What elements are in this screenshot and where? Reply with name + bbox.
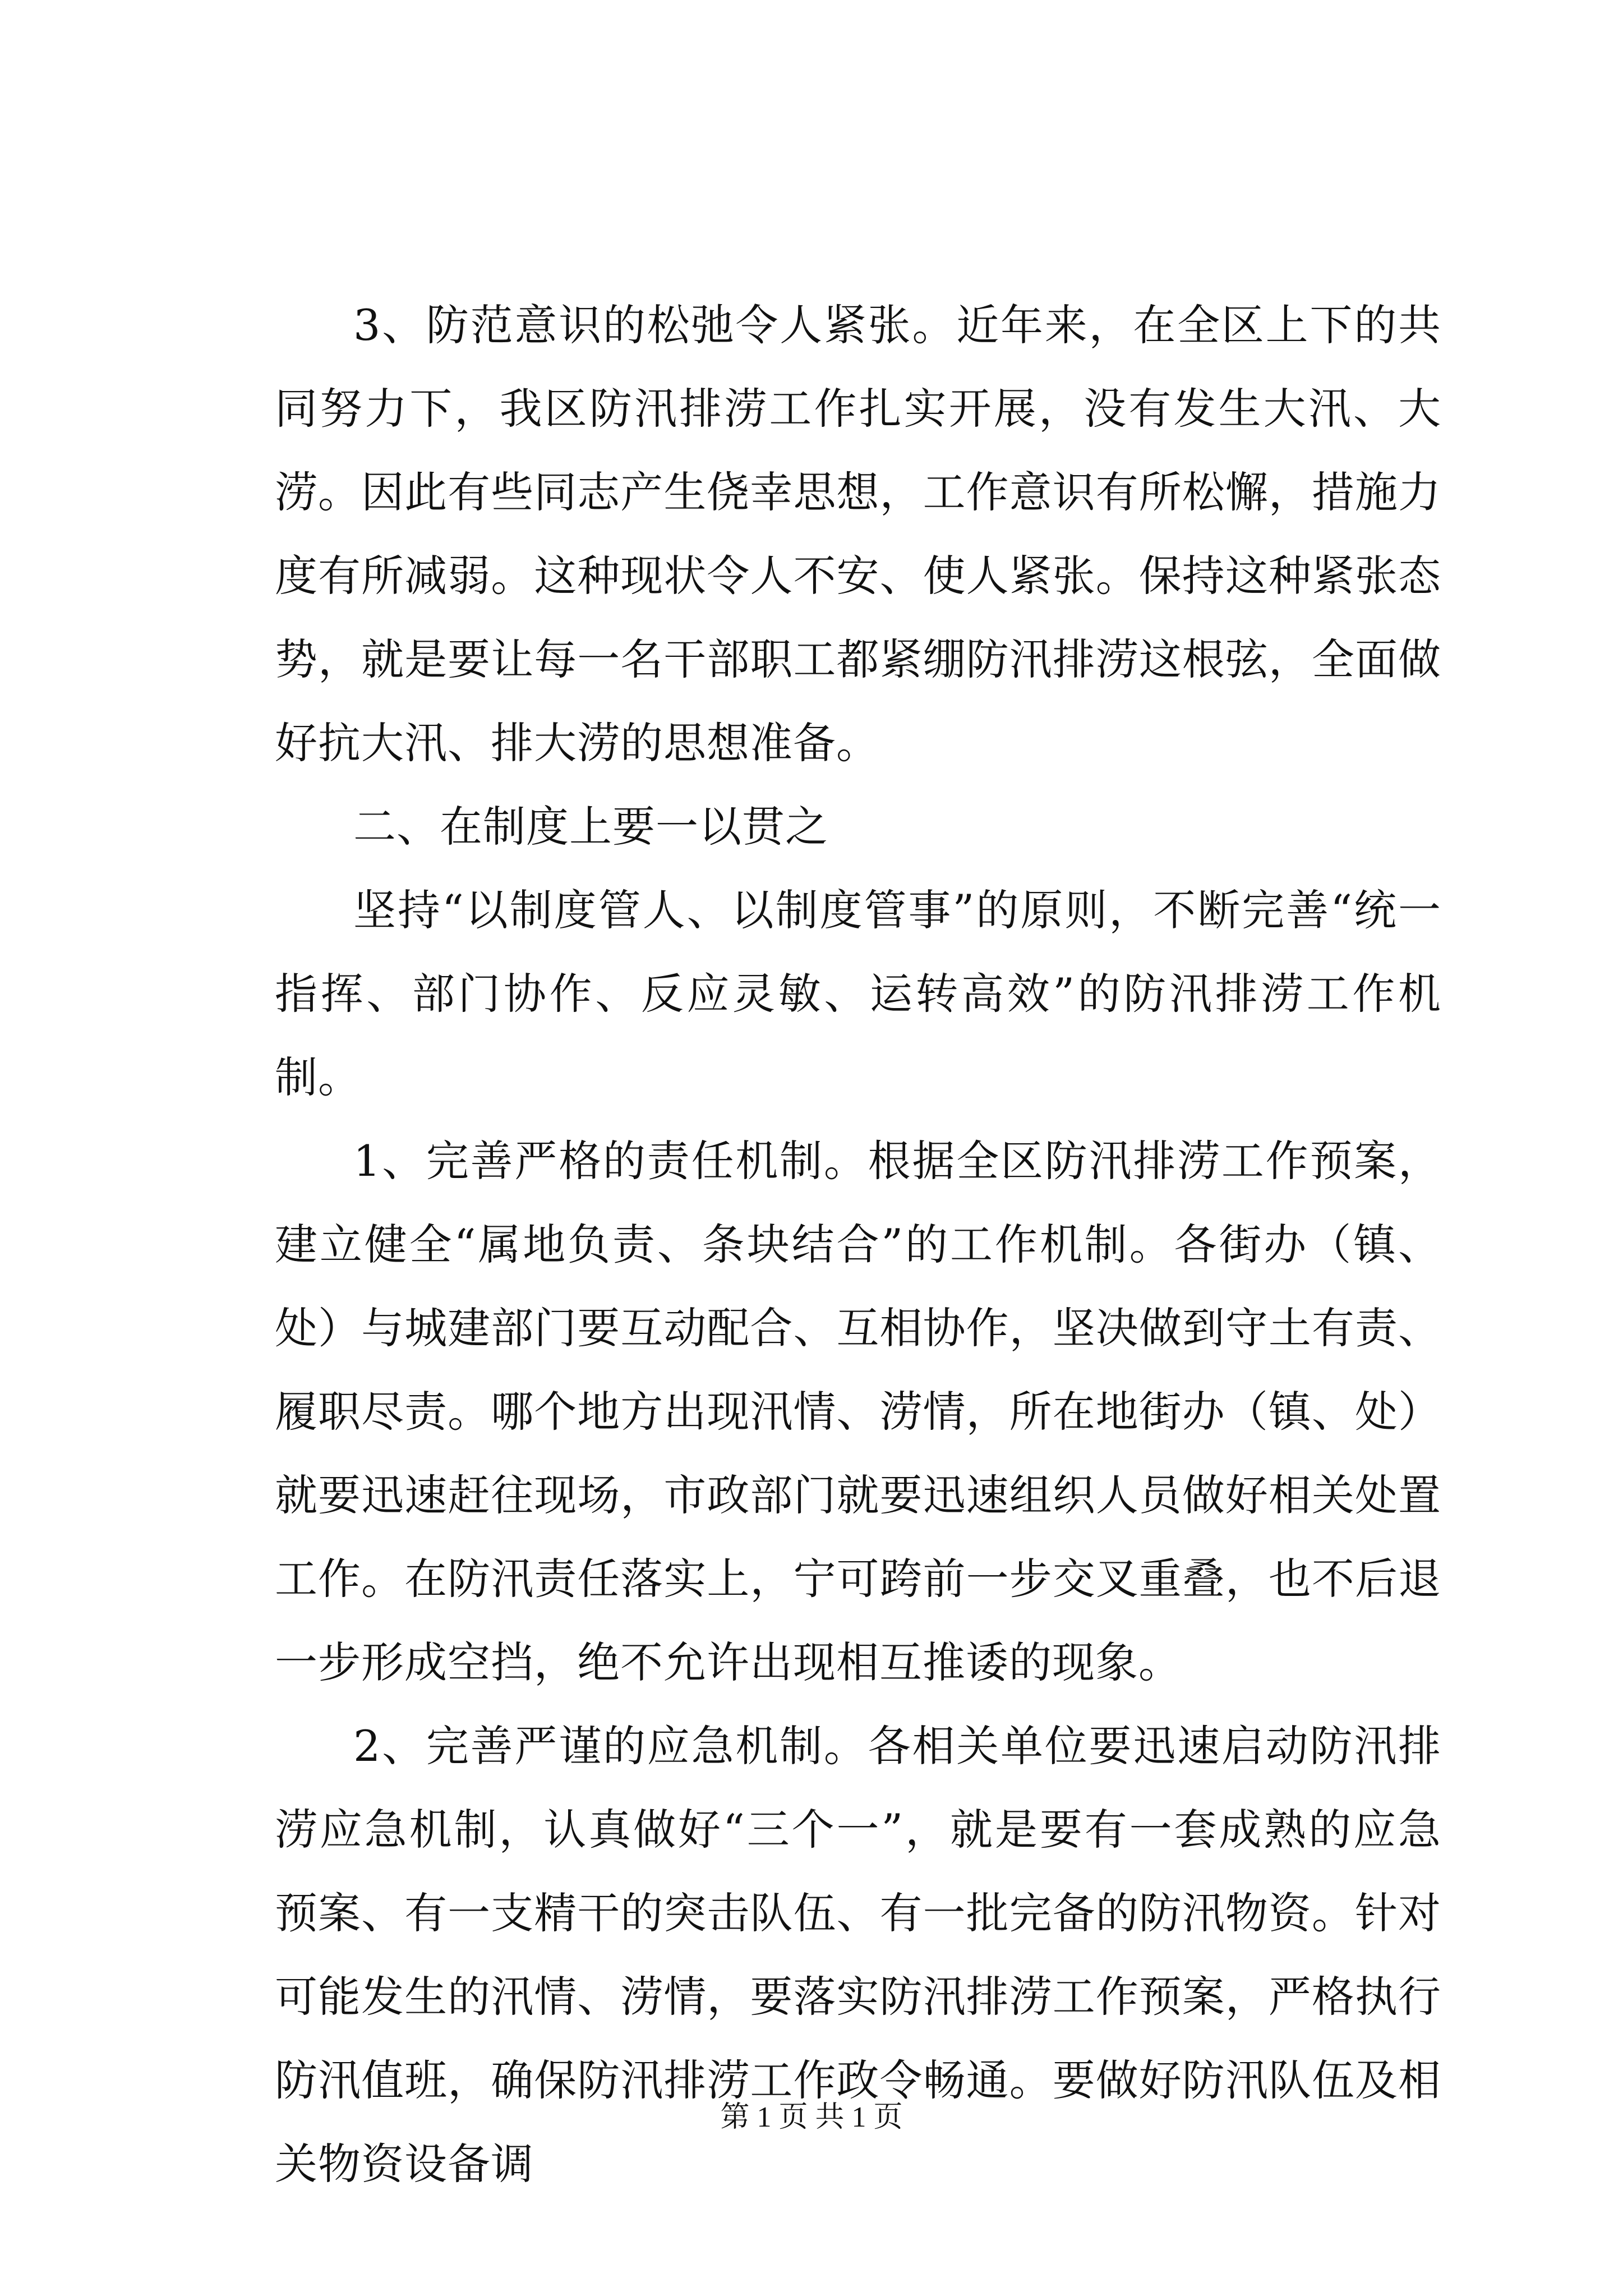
paragraph-responsibility-mechanism: 1、完善严格的责任机制。根据全区防汛排涝工作预案，建立健全“属地负责、条块结合”的工作机制。各街办（镇、处）与城建部门要互动配合、互相协作，坚决做到守土有责、履职尽责。哪个地方出现汛情、涝情，所在地街办（镇、处）就要迅速赶往现场，市政部门就要迅速组织人员做好相关处置工作。在防汛责任落实上，宁可跨前一步交叉重叠，也不后退一步形成空挡，绝不允许出现相互推诿的现象。 — [275, 1136, 1441, 1687]
section-heading-system: 二、在制度上要一以贯之 — [353, 802, 828, 852]
page-footer: 第 1 页 共 1 页 — [720, 2101, 903, 2133]
paragraph-emergency-mechanism: 2、完善严谨的应急机制。各相关单位要迅速启动防汛排涝应急机制，认真做好“三个一”，就是要有一套成熟的应急预案、有一支精干的突击队伍、有一批完备的防汛物资。针对可能发生的汛情、涝情，要落实防汛排涝工作预案，严格执行防汛值班，确保防汛排涝工作政令畅通。要做好防汛队伍及相关物资设备调 — [275, 1721, 1441, 2189]
document-body — [275, 283, 1441, 2206]
paragraph-awareness: 3、防范意识的松弛令人紧张。近年来，在全区上下的共同努力下，我区防汛排涝工作扎实开展，没有发生大汛、大涝。因此有些同志产生侥幸思想，工作意识有所松懈，措施力度有所减弱。这种现状令人不安、使人紧张。保持这种紧张态势，就是要让每一名干部职工都紧绷防汛排涝这根弦，全面做好抗大汛、排大涝的思想准备。 — [275, 300, 1441, 768]
paragraph-principle: 坚持“以制度管人、以制度管事”的原则，不断完善“统一指挥、部门协作、反应灵敏、运转高效”的防汛排涝工作机制。 — [275, 885, 1441, 1102]
